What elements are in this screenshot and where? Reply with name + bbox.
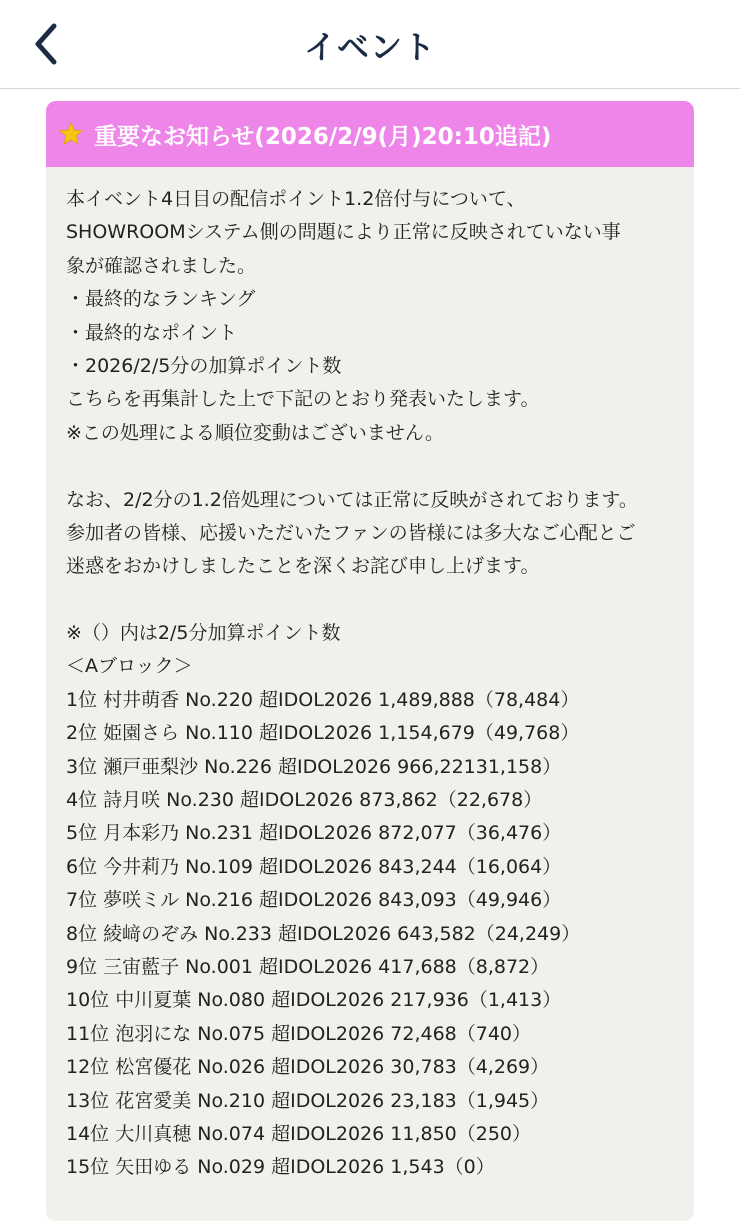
notice-line: ・2026/2/5分の加算ポイント数 [66, 354, 342, 377]
notice-body [46, 167, 694, 1185]
ranking-row: 15位 矢田ゆる No.029 超IDOL2026 1,543（0） [66, 1156, 495, 1179]
notice-line: ・最終的なランキング [66, 288, 256, 311]
ranking-row: 6位 今井莉乃 No.109 超IDOL2026 843,244（16,064） [66, 855, 562, 878]
ranking-note: ※（）内は2/5分加算ポイント数 [66, 622, 341, 645]
ranking-row: 5位 月本彩乃 No.231 超IDOL2026 872,077（36,476） [66, 822, 562, 845]
ranking-row: 1位 村井萌香 No.220 超IDOL2026 1,489,888（78,484） [66, 688, 580, 711]
ranking-row: 10位 中川夏葉 No.080 超IDOL2026 217,936（1,413） [66, 989, 562, 1012]
star-icon [58, 121, 84, 147]
notice-header [46, 101, 694, 167]
ranking-row: 12位 松宮優花 No.026 超IDOL2026 30,783（4,269） [66, 1056, 550, 1079]
notice-line: 迷惑をおかけしましたことを深くお詫び申し上げます。 [66, 555, 540, 578]
notice-title: 重要なお知らせ(2026/2/9(月)20:10追記) [94, 123, 552, 150]
ranking-row: 4位 詩月咲 No.230 超IDOL2026 873,862（22,678） [66, 789, 543, 812]
notice-line: こちらを再集計した上で下記のとおり発表いたします。 [66, 388, 540, 411]
blank-line [66, 450, 674, 483]
notice-line: ※この処理による順位変動はございません。 [66, 421, 445, 444]
ranking-row: 13位 花宮愛美 No.210 超IDOL2026 23,183（1,945） [66, 1089, 550, 1112]
notice-paragraph-1 [66, 183, 674, 450]
app-header [0, 0, 740, 89]
notice-line: 本イベント4日目の配信ポイント1.2倍付与について、 [66, 188, 526, 210]
ranking-row: 14位 大川真穂 No.074 超IDOL2026 11,850（250） [66, 1122, 532, 1145]
notice-line: 参加者の皆様、応援いただいたファンの皆様には多大なご心配とご [66, 521, 636, 544]
blank-line [66, 584, 674, 617]
page-title: イベント [303, 28, 436, 66]
ranking-row: 11位 泡羽にな No.075 超IDOL2026 72,468（740） [66, 1022, 532, 1045]
notice-paragraph-2 [66, 484, 674, 584]
ranking-row: 8位 綾﨑のぞみ No.233 超IDOL2026 643,582（24,249） [66, 922, 581, 945]
block-label: ＜Aブロック＞ [66, 655, 193, 678]
ranking-row: 2位 姫園さら No.110 超IDOL2026 1,154,679（49,768） [66, 722, 580, 745]
notice-line: 象が確認されました。 [66, 254, 257, 277]
ranking-row: 7位 夢咲ミル No.216 超IDOL2026 843,093（49,946） [66, 889, 562, 912]
notice-line: SHOWROOMシステム側の問題により正常に反映されていない事 [66, 221, 621, 244]
ranking-row: 3位 瀬戸亜梨沙 No.226 超IDOL2026 966,22131,158） [66, 755, 562, 778]
notice-card [46, 101, 694, 1221]
ranking-row: 9位 三宙藍子 No.001 超IDOL2026 417,688（8,872） [66, 955, 550, 978]
notice-line: なお、2/2分の1.2倍処理については正常に反映がされております。 [66, 488, 638, 511]
ranking-list [66, 684, 674, 1185]
notice-line: ・最終的なポイント [66, 321, 238, 344]
